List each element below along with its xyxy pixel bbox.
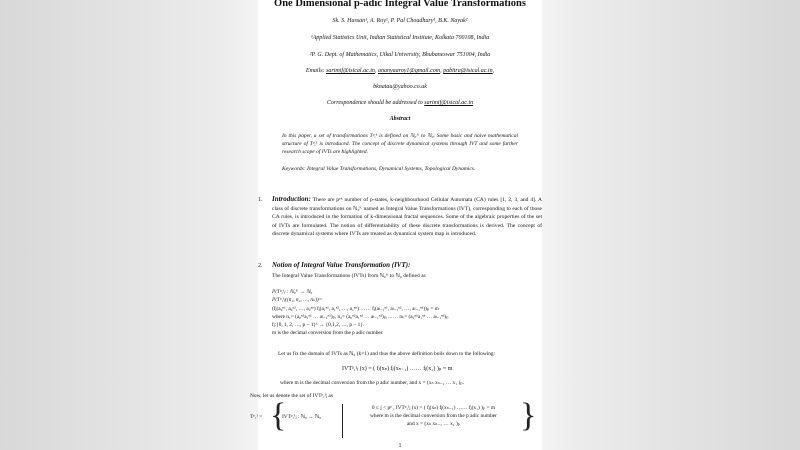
- document-page: [250, 0, 542, 450]
- section-1-title: Introduction:: [272, 195, 311, 203]
- definition-line: IVTᵖ,ᵏⱼ : ℕ₀ᴷ → ℕ₀: [272, 289, 313, 295]
- section-1-number: 1.: [258, 197, 263, 203]
- definition-line: where n₁= (a₀ⁿ¹a₁ⁿ¹ … aₗ₋₁ⁿ¹)ₚ, n₂= (a₀ⁿ²a₁ⁿ² … aₗ₋₁ⁿ²)ₚ,…… nₖ= (a₀ⁿᵏa₁ⁿᵏ … aₗ₋₁ⁿᵏ)ₚ: [272, 313, 449, 320]
- email-link[interactable]: sarimif@isical.ac.in: [326, 68, 375, 74]
- correspondence-label: Correspondence should be addressed to: [326, 100, 425, 106]
- emails-label: Emails:: [305, 68, 327, 74]
- email-last: bknatau@yahoo.co.uk: [373, 84, 427, 90]
- definition-line: (fⱼ(a₀ⁿ¹, a₀ⁿ², …, a₀ⁿᵏ) fⱼ(a₁ⁿ¹, a₁ⁿ², …, a₁ⁿᵏ) …… fⱼ(aₗ₋₁ⁿ¹, aₗ₋₁ⁿ², …, aₗ₋₁ⁿᵏ))ₚ = m: [272, 305, 439, 312]
- equation-1: IVTᵖ,¹ⱼ (x) = ( fⱼ(xₙ) fⱼ(xₙ₋₁) …… fⱼ(x₁) )ₚ = m: [342, 366, 453, 372]
- set-condition-line: 0 ≤ j < pᵖ , IVTᵖ,¹ⱼ (x) = ( fⱼ(xₙ) fⱼ(xₙ₋₁) …… fⱼ(x₁) )ₚ = m: [371, 405, 496, 411]
- affiliation-1: ¹Applied Statistics Unit, Indian Statistical Institute, Kolkata 700108, India: [310, 35, 490, 41]
- section-2-number: 2.: [258, 263, 263, 269]
- page-number: 1: [398, 443, 402, 449]
- left-brace: {: [270, 397, 287, 434]
- right-brace: }: [520, 397, 537, 434]
- equation-1-where: where m is the decimal conversion from the p adic number, and x = (xₙ xₙ₋₁ … x₁ )ₚ.: [280, 380, 464, 386]
- email-link[interactable]: pabitra@isical.ac.in: [443, 68, 493, 74]
- set-lhs: Tᵖ,¹ =: [250, 414, 263, 420]
- section-1-text: There are pᵖᵏ number of p-states, k-neighbourhood Cellular Automata (CA) rules [1, 2, 3, and 4]. A class of discrete transformations on ℕ₀ᴷ named as Integral Value Transformations (IVT), corresponding to each of those CA rules, is introduced in the formation of k-dimensional fractal sequences. Some of the algebraic properties of the set of IVTs are formulated. The notion of differentiability of these discrete transformations is derived. The concept of discrete dynamical systems where IVTs are treated as dynamical system map is introduced.: [272, 197, 542, 238]
- abstract-heading: Abstract: [389, 116, 411, 122]
- definition-line: m is the decimal conversion from the p adic number.: [272, 330, 384, 337]
- definition-block: [272, 288, 449, 338]
- email-link[interactable]: ananyaaroy1@gmail.com: [377, 68, 441, 74]
- emails: Emails: sarimif@isical.ac.in, ananyaaroy1@gmail.com, pabitra@isical.ac.in,: [305, 68, 495, 74]
- keywords: Keywords: Integral Value Transformations, Dynamical Systems, Topological Dynamics.: [282, 166, 476, 172]
- definition-line: fⱼ:{0, 1, 2, …, p − 1}ᵏ → {0,1,2, …, p − 1}.: [272, 322, 365, 329]
- correspondence: [258, 100, 542, 107]
- abstract-text: In this paper, a set of transformations Tᵖ,ᵏ is defined on ℕ₀ᴷ to ℕ₀. Some basic and naive mathematical structure of Tᵖ,¹ is introduced. The concept of discrete dynamical systems through IVT and some further research scope of IVTs are highlighted.: [282, 133, 518, 155]
- section-1: [272, 195, 542, 239]
- denote-text: Now, let us denote the set of IVTᵖ,¹ⱼ as: [250, 393, 333, 399]
- correspondence-email-link[interactable]: sarimif@isical.ac.in: [424, 100, 474, 106]
- affiliation-2: ²P. G. Dept. of Mathematics, Utkal University, Bhubaneswar 751004, India: [309, 52, 491, 58]
- fix-domain-text: Let us fix the domain of IVTs as ℕ₀ (k=1) and thus the above definition boils down to the following:: [278, 351, 496, 357]
- paper-title: One Dimensional p-adic Integral Value Transformations: [274, 0, 526, 9]
- section-2-title: Notion of Integral Value Transformation (IVT):: [272, 261, 411, 269]
- set-divider: [342, 404, 343, 438]
- set-conditions: [346, 404, 521, 428]
- authors: Sk. S. Hassan¹, A. Roy¹, P. Pal Choudhury¹, B.K. Nayak²: [332, 18, 468, 24]
- section-2-intro: The Integral Value Transformations (IVTs) from ℕ₀ᴷ to ℕ₀ defined as: [272, 273, 426, 279]
- definition-line: IVTᵖ,ᵏⱼ((n₁, n₂, …, nₖ))=: [272, 297, 323, 304]
- set-condition-line: where m is the decimal conversion from the p adic number: [370, 413, 497, 419]
- set-condition-line: and x = (xₙ xₙ₋₁ … x₁ )ₚ: [406, 421, 461, 427]
- set-map: IVTᵖ,¹ⱼ : ℕ₀ → ℕ₀: [282, 414, 322, 420]
